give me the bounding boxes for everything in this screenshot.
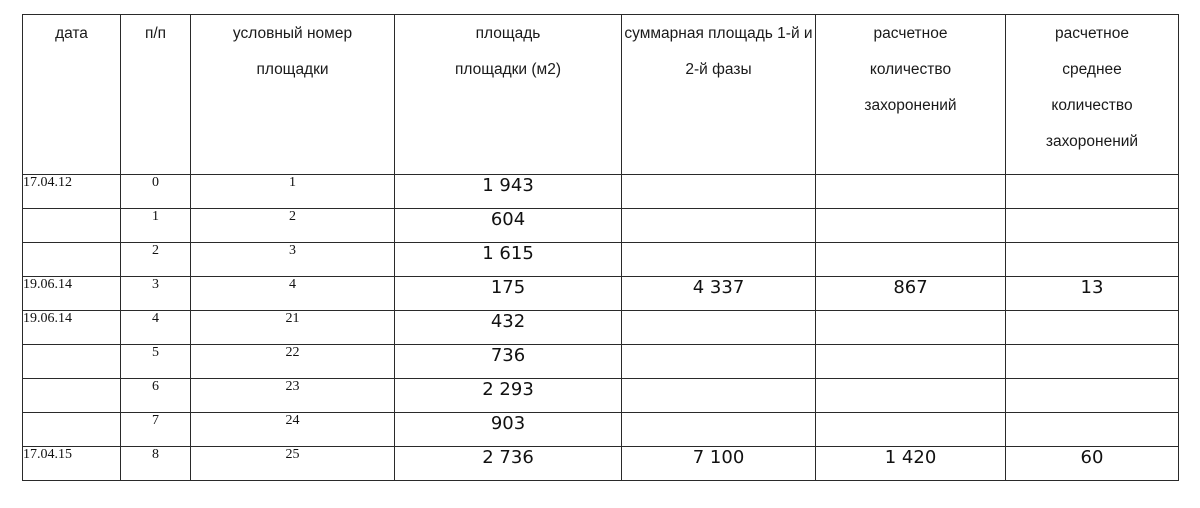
site-number-cell: 22 xyxy=(191,345,395,379)
calc-burials-cell xyxy=(816,209,1006,243)
pp-cell: 1 xyxy=(121,209,191,243)
calc-burials-cell xyxy=(816,175,1006,209)
avg-burials-cell xyxy=(1006,175,1179,209)
site-number-cell: 2 xyxy=(191,209,395,243)
table-row xyxy=(23,413,1179,447)
date-cell xyxy=(23,413,121,447)
date-cell: 19.06.14 xyxy=(23,277,121,311)
site-number-cell: 25 xyxy=(191,447,395,481)
column-header-avg-burials: расчетное среднее количество захоронений xyxy=(1006,15,1179,175)
date-cell: 17.04.15 xyxy=(23,447,121,481)
pp-cell: 5 xyxy=(121,345,191,379)
date-cell xyxy=(23,243,121,277)
avg-burials-cell xyxy=(1006,379,1179,413)
table-row xyxy=(23,311,1179,345)
column-header-pp: п/п xyxy=(121,15,191,175)
total-area-cell: 4 337 xyxy=(622,277,816,311)
table-row xyxy=(23,447,1179,481)
site-area-cell: 175 xyxy=(395,277,622,311)
table-row xyxy=(23,243,1179,277)
site-area-cell: 903 xyxy=(395,413,622,447)
calc-burials-cell xyxy=(816,345,1006,379)
column-header-site-number: условный номер площадки xyxy=(191,15,395,175)
pp-cell: 0 xyxy=(121,175,191,209)
site-area-cell: 432 xyxy=(395,311,622,345)
site-number-cell: 1 xyxy=(191,175,395,209)
avg-burials-cell xyxy=(1006,243,1179,277)
table-row xyxy=(23,379,1179,413)
calc-burials-cell xyxy=(816,243,1006,277)
calc-burials-cell xyxy=(816,311,1006,345)
table-row xyxy=(23,277,1179,311)
date-cell xyxy=(23,379,121,413)
total-area-cell xyxy=(622,209,816,243)
site-number-cell: 24 xyxy=(191,413,395,447)
total-area-cell xyxy=(622,413,816,447)
date-cell: 17.04.12 xyxy=(23,175,121,209)
total-area-cell xyxy=(622,243,816,277)
total-area-cell xyxy=(622,175,816,209)
date-cell: 19.06.14 xyxy=(23,311,121,345)
calc-burials-cell xyxy=(816,379,1006,413)
avg-burials-cell xyxy=(1006,413,1179,447)
calc-burials-cell: 1 420 xyxy=(816,447,1006,481)
avg-burials-cell xyxy=(1006,209,1179,243)
column-header-site-area: площадь площадки (м2) xyxy=(395,15,622,175)
total-area-cell xyxy=(622,379,816,413)
avg-burials-cell: 13 xyxy=(1006,277,1179,311)
avg-burials-cell: 60 xyxy=(1006,447,1179,481)
pp-cell: 2 xyxy=(121,243,191,277)
pp-cell: 7 xyxy=(121,413,191,447)
column-header-total-area: суммарная площадь 1-й и 2-й фазы xyxy=(622,15,816,175)
date-cell xyxy=(23,345,121,379)
table-header-row xyxy=(23,15,1179,175)
calc-burials-cell xyxy=(816,413,1006,447)
date-cell xyxy=(23,209,121,243)
table-row xyxy=(23,209,1179,243)
site-area-cell: 736 xyxy=(395,345,622,379)
site-area-cell: 604 xyxy=(395,209,622,243)
table-row xyxy=(23,175,1179,209)
pp-cell: 6 xyxy=(121,379,191,413)
site-number-cell: 3 xyxy=(191,243,395,277)
site-number-cell: 21 xyxy=(191,311,395,345)
burial-sites-table xyxy=(22,14,1179,481)
column-header-calc-burials: расчетное количество захоронений xyxy=(816,15,1006,175)
column-header-date: дата xyxy=(23,15,121,175)
total-area-cell xyxy=(622,311,816,345)
table-body xyxy=(23,175,1179,481)
calc-burials-cell: 867 xyxy=(816,277,1006,311)
pp-cell: 8 xyxy=(121,447,191,481)
site-area-cell: 2 293 xyxy=(395,379,622,413)
site-area-cell: 2 736 xyxy=(395,447,622,481)
avg-burials-cell xyxy=(1006,345,1179,379)
table-row xyxy=(23,345,1179,379)
site-area-cell: 1 943 xyxy=(395,175,622,209)
pp-cell: 3 xyxy=(121,277,191,311)
pp-cell: 4 xyxy=(121,311,191,345)
total-area-cell xyxy=(622,345,816,379)
avg-burials-cell xyxy=(1006,311,1179,345)
site-number-cell: 4 xyxy=(191,277,395,311)
site-area-cell: 1 615 xyxy=(395,243,622,277)
total-area-cell: 7 100 xyxy=(622,447,816,481)
site-number-cell: 23 xyxy=(191,379,395,413)
